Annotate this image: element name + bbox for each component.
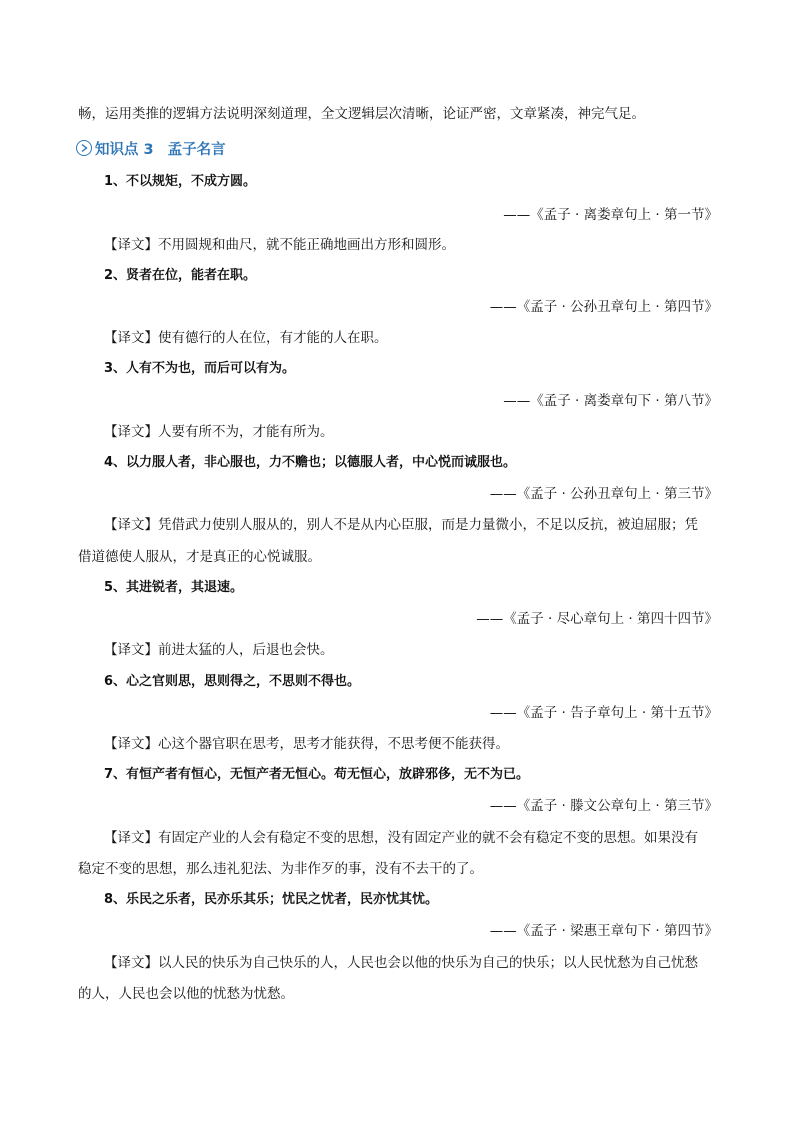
translation-7-line-1: 【译文】有固定产业的人会有稳定不变的思想，没有固定产业的就不会有稳定不变的思想。如果没有: [104, 830, 698, 846]
translation-6: 【译文】心这个器官职在思考，思考才能获得，不思考便不能获得。: [104, 736, 509, 752]
quote-5: 5、其进锐者，其退速。: [104, 580, 244, 595]
section-label: 知识点 3: [95, 141, 154, 158]
quote-1: 1、不以规矩，不成方圆。: [104, 174, 257, 189]
quote-8: 8、乐民之乐者，民亦乐其乐；忧民之忧者，民亦忧其忧。: [104, 892, 439, 907]
section-title: 孟子名言: [167, 141, 226, 158]
quote-2: 2、贤者在位，能者在职。: [104, 268, 257, 283]
source-8: ——《孟子 · 梁惠王章句下 · 第四节》: [489, 923, 718, 939]
translation-8-line-1: 【译文】以人民的快乐为自己快乐的人，人民也会以他的快乐为自己的快乐；以人民忧愁为自己忧愁: [104, 955, 698, 971]
arrow-circle-icon: [76, 140, 92, 156]
translation-2: 【译文】使有德行的人在位，有才能的人在职。: [104, 330, 388, 346]
translation-4-line-2: 借道德使人服从，才是真正的心悦诚服。: [78, 549, 321, 565]
translation-3: 【译文】人要有所不为，才能有所为。: [104, 424, 334, 440]
source-3: ——《孟子 · 离娄章句下 · 第八节》: [503, 393, 718, 409]
source-4: ——《孟子 · 公孙丑章句上 · 第三节》: [489, 486, 718, 502]
section-heading: [76, 137, 226, 159]
translation-8-line-2: 的人，人民也会以他的忧愁为忧愁。: [78, 986, 294, 1002]
source-7: ——《孟子 · 滕文公章句上 · 第三节》: [489, 798, 718, 814]
quote-7: 7、有恒产者有恒心，无恒产者无恒心。苟无恒心，放辟邪侈，无不为已。: [104, 767, 530, 782]
intro-text: 畅，运用类推的逻辑方法说明深刻道理，全文逻辑层次清晰，论证严密，文章紧凑，神完气足。: [78, 106, 645, 122]
translation-5: 【译文】前进太猛的人，后退也会快。: [104, 642, 334, 658]
quote-3: 3、人有不为也，而后可以有为。: [104, 361, 296, 376]
source-6: ——《孟子 · 告子章句上 · 第十五节》: [489, 705, 718, 721]
source-5: ——《孟子 · 尽心章句上 · 第四十四节》: [476, 611, 718, 627]
quote-6: 6、心之官则思，思则得之，不思则不得也。: [104, 674, 361, 689]
source-2: ——《孟子 · 公孙丑章句上 · 第四节》: [489, 299, 718, 315]
quote-4: 4、以力服人者，非心服也，力不赡也；以德服人者，中心悦而诚服也。: [104, 455, 517, 470]
source-1: ——《孟子 · 离娄章句上 · 第一节》: [503, 207, 718, 223]
translation-1: 【译文】不用圆规和曲尺，就不能正确地画出方形和圆形。: [104, 237, 455, 253]
translation-4-line-1: 【译文】凭借武力使别人服从的，别人不是从内心臣服，而是力量微小，不足以反抗，被迫屈服；凭: [104, 517, 698, 533]
translation-7-line-2: 稳定不变的思想，那么违礼犯法、为非作歹的事，没有不去干的了。: [78, 861, 483, 877]
